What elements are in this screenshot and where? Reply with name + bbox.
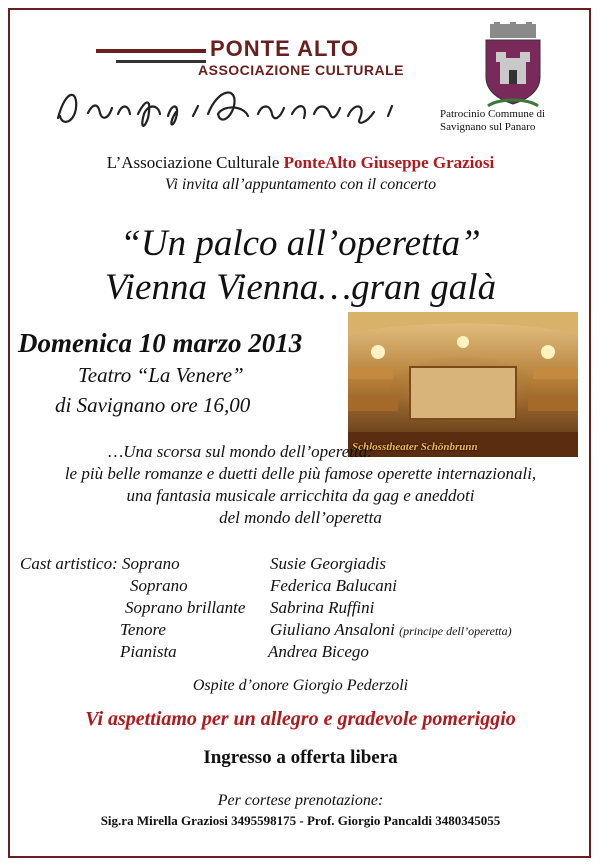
association-logo — [28, 22, 428, 132]
association-line — [0, 153, 601, 173]
cast-name — [270, 619, 512, 642]
cast-row — [20, 575, 580, 597]
cast-row — [20, 553, 580, 575]
cast-name: Federica Balucani — [270, 576, 397, 595]
cast-row — [20, 641, 580, 663]
cast-role: Tenore — [120, 620, 166, 639]
brand-subtitle: ASSOCIAZIONE CULTURALE — [198, 62, 404, 78]
cast-row — [20, 619, 580, 641]
coat-of-arms-icon — [478, 22, 548, 112]
cast-role: Soprano brillante — [125, 598, 246, 617]
cast-name: Susie Georgiadis — [270, 554, 387, 573]
logo-bar — [96, 49, 206, 53]
cast-role: Pianista — [120, 642, 177, 661]
entry-info: Ingresso a offerta libera — [203, 747, 398, 768]
concert-subtitle: Vienna Vienna…gran galà — [104, 267, 497, 308]
patronage-text: Patrocinio Commune di Savignano sul Panaro — [440, 108, 546, 133]
description-line: del mondo dell’operetta — [219, 508, 382, 527]
booking-label: Per cortese prenotazione: — [217, 792, 384, 809]
cast-note: (principe dell’operetta) — [399, 624, 512, 638]
description-line: le più belle romanze e duetti delle più famose operette internazionali, — [64, 464, 537, 483]
cast-role: Soprano — [130, 576, 188, 595]
cast-name: Andrea Bicego — [268, 642, 369, 661]
cast-name-text: Giuliano Ansaloni — [270, 620, 395, 639]
description-line: una fantasia musicale arricchita da gag e aneddoti — [126, 486, 475, 505]
cast-role: Cast artistico: Soprano — [20, 554, 180, 573]
invitation-line: Vi invita all’appuntamento con il concerto — [164, 176, 437, 193]
event-venue: Teatro “La Venere” — [78, 363, 244, 387]
logo-bar — [116, 60, 206, 63]
cast-name: Sabrina Ruffini — [270, 598, 375, 617]
cast-list — [20, 553, 580, 663]
event-place-time: di Savignano ore 16,00 — [55, 393, 251, 417]
association-name: PonteAlto Giuseppe Graziosi — [283, 153, 495, 172]
booking-contacts: Sig.ra Mirella Graziosi 3495598175 - Prof. Giorgio Pancaldi 3480345055 — [100, 813, 501, 828]
guest-of-honor: Ospite d’onore Giorgio Pederzoli — [192, 677, 409, 694]
closing-invitation: Vi aspettiamo per un allegro e gradevole pomeriggio — [85, 708, 516, 730]
concert-title: “Un palco all’operetta” — [120, 223, 481, 264]
brand-name: PONTE ALTO — [210, 36, 359, 61]
event-date: Domenica 10 marzo 2013 — [18, 328, 303, 358]
theater-photo — [348, 312, 578, 457]
cast-row — [20, 597, 580, 619]
signature-graphic — [48, 78, 428, 133]
association-prefix: L’Associazione Culturale — [106, 153, 284, 172]
description-line: …Una scorsa sul mondo dell’operetta: — [108, 442, 373, 461]
concert-description — [0, 441, 601, 529]
photo-caption: Schlosstheater Schönbrunn — [352, 441, 478, 453]
